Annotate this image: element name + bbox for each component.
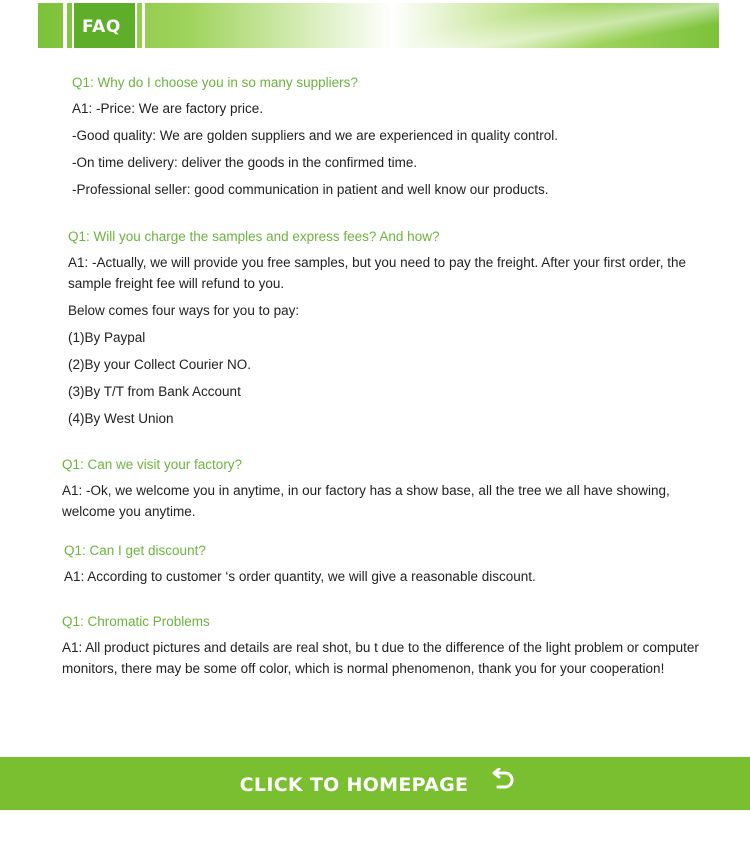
faq-answer: (4)By West Union bbox=[68, 411, 174, 426]
faq-answer: -Good quality: We are golden suppliers and we are experienced in quality control. bbox=[72, 128, 559, 143]
faq-item bbox=[62, 613, 702, 679]
faq-answer: A1: All product pictures and details are real shot, bu t due to the difference of the light problem or computer monitors, there may be some off color, which is normal phenomenon, thank you for your cooperation! bbox=[62, 640, 699, 676]
faq-question: Q1: Can I get discount? bbox=[64, 543, 206, 558]
faq-answer: A1: According to customer ‘s order quantity, we will give a reasonable discount. bbox=[64, 569, 536, 584]
faq-question: Q1: Chromatic Problems bbox=[62, 614, 210, 629]
banner-stripe bbox=[63, 3, 67, 48]
faq-answer: (3)By T/T from Bank Account bbox=[68, 384, 241, 399]
faq-answer: Below comes four ways for you to pay: bbox=[68, 303, 300, 318]
homepage-button[interactable] bbox=[0, 757, 750, 810]
faq-question: Q1: Can we visit your factory? bbox=[62, 457, 243, 472]
faq-item bbox=[72, 74, 712, 200]
faq-question: Q1: Will you charge the samples and express fees? And how? bbox=[68, 229, 440, 244]
faq-title: FAQ bbox=[82, 17, 121, 37]
faq-answer: -Professional seller: good communication in patient and well know our products. bbox=[72, 182, 549, 197]
homepage-button-label: CLICK TO HOMEPAGE bbox=[239, 774, 469, 796]
faq-answer: -On time delivery: deliver the goods in the confirmed time. bbox=[72, 155, 418, 170]
faq-item bbox=[64, 542, 704, 587]
faq-item bbox=[62, 456, 692, 522]
faq-answer: A1: -Price: We are factory price. bbox=[72, 101, 264, 116]
banner-stripe bbox=[142, 3, 145, 48]
banner-highlight bbox=[419, 3, 719, 48]
faq-item bbox=[68, 228, 688, 429]
return-arrow-icon bbox=[490, 768, 516, 797]
faq-question: Q1: Why do I choose you in so many suppliers? bbox=[72, 75, 358, 90]
faq-answer: (2)By your Collect Courier NO. bbox=[68, 357, 252, 372]
faq-answer: (1)By Paypal bbox=[68, 330, 146, 345]
banner-stripe bbox=[72, 3, 74, 48]
banner-stripe bbox=[135, 3, 137, 48]
faq-answer: A1: -Actually, we will provide you free samples, but you need to pay the freight. After your first order, the sample freight fee will refund to you. bbox=[68, 255, 687, 291]
faq-header-banner bbox=[38, 3, 719, 48]
faq-answer: A1: -Ok, we welcome you in anytime, in our factory has a show base, all the tree we all have showing, welcome you anytime. bbox=[62, 483, 670, 519]
